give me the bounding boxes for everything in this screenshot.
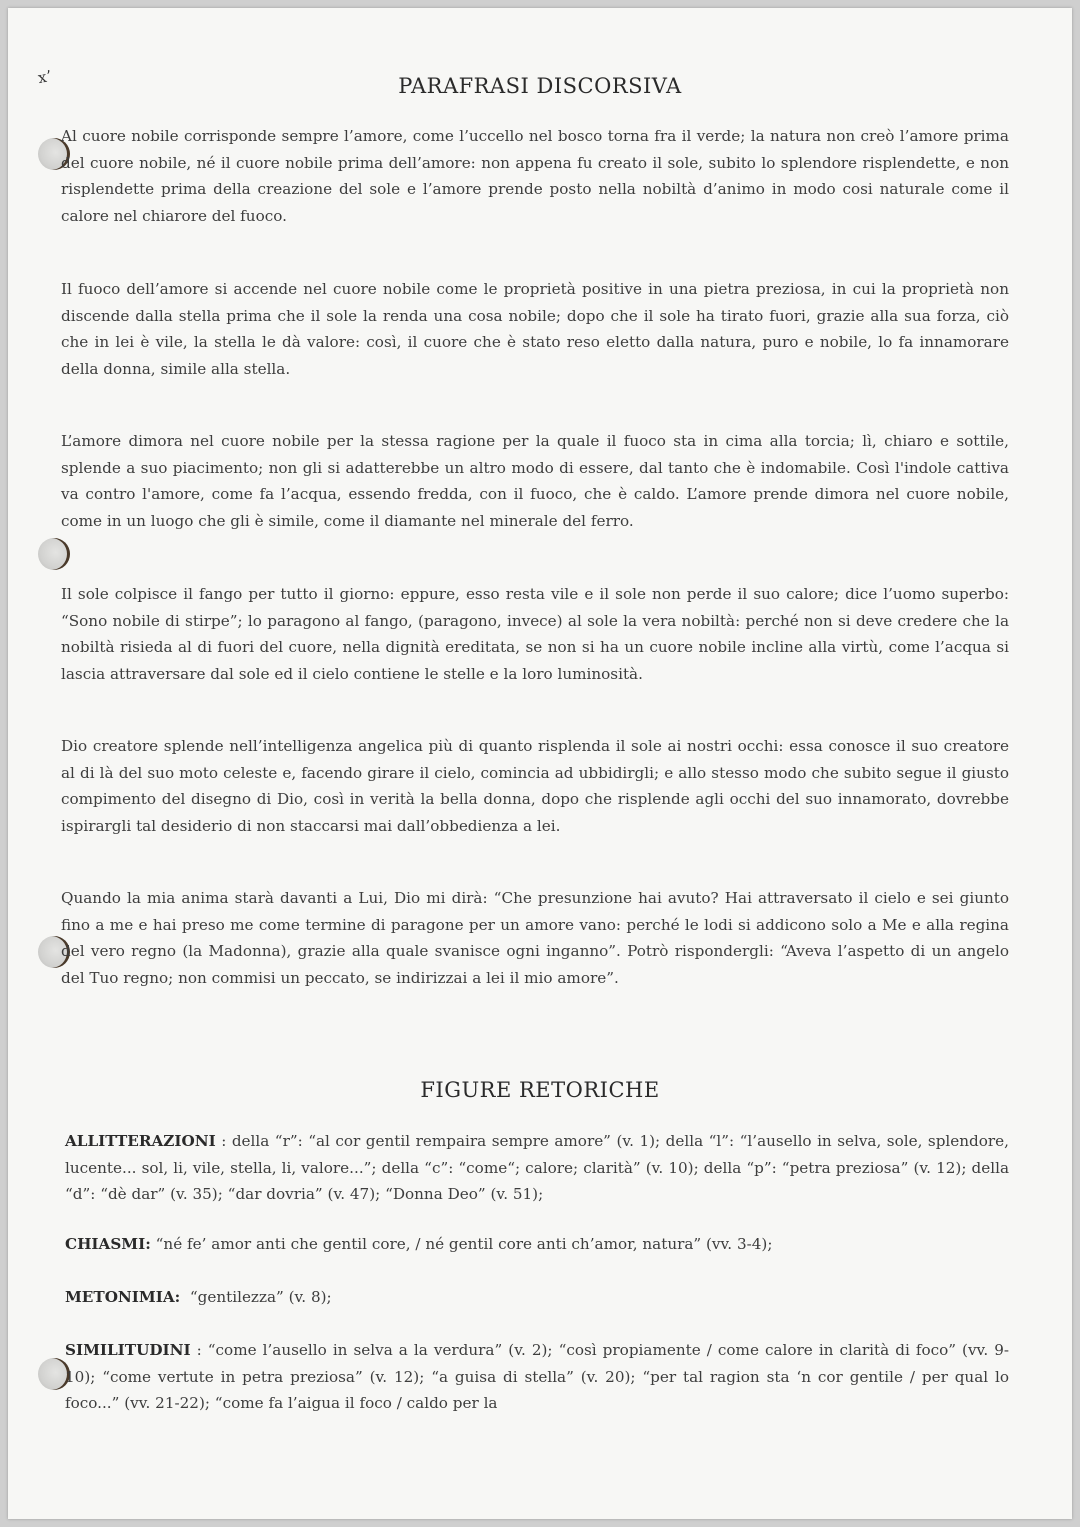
figure-entry-metonimia <box>65 1284 1009 1311</box>
figure-entry-chiasmi <box>65 1231 1009 1258</box>
figure-entry-allitterazioni <box>65 1128 1009 1208</box>
figure-entry-similitudini <box>65 1337 1009 1417</box>
figure-label: CHIASMI: <box>65 1235 151 1253</box>
paragraph: Il sole colpisce il fango per tutto il giorno: eppure, esso resta vile e il sole non perde il suo calore; dice l’uomo superbo: “Sono nobile di stirpe”; lo paragono al fango, (paragono, invece) al sole la vera nobiltà: perché non si deve credere che la nobiltà risieda al di fuori del cuore, nella dignità ereditata, se non si ha un cuore nobile incline alla virtù, come l’acqua si lascia attraversare dal sole ed il cielo contiene le stelle e la loro luminosità. <box>61 585 1009 683</box>
figure-text: “né fe’ amor anti che gentil core, / né gentil core anti ch’amor, natura” (vv. 3-4); <box>155 1235 773 1253</box>
figure-text: “gentilezza” (v. 8); <box>189 1288 332 1306</box>
margin-mark: xʼ <box>36 66 53 88</box>
figure-separator: : <box>215 1132 232 1150</box>
figure-text: “come l’ausello in selva a la verdura” (v. 2); “così propiamente / come calore in clarità di foco” (vv. 9-10); “come vertute in petra preziosa” (v. 12); “a guisa di stella” (v. 20); “per tal ragion sta ‘n cor gentile / per qual lo foco...” (vv. 21-22); “come fa l’aigua il foco / caldo per la <box>65 1341 1009 1412</box>
figure-text: della “r”: “al cor gentil rempaira sempre amore” (v. 1); della “l”: “l’ausello in selva, sole, splendore, lucente... sol, li, vile, stella, li, valore...”; della “c”: “come“; calore; clarità” (v. 10); della “p”: “petra preziosa” (v. 12); della “d”: “dè dar” (v. 35); “dar dovria” (v. 47); “Donna Deo” (v. 51); <box>65 1132 1009 1203</box>
figure-separator <box>180 1288 190 1306</box>
punch-hole <box>38 538 70 570</box>
paragraph: Dio creatore splende nell’intelligenza angelica più di quanto risplenda il sole ai nostri occhi: essa conosce il suo creatore al di là del suo moto celeste e, facendo girare il cielo, comincia ad ubbidirgli; e allo stesso modo che subito segue il giusto compimento del disegno di Dio, così in verità la bella donna, dopo che risplende agli occhi del suo innamorato, dovrebbe ispirargli tal desiderio di non staccarsi mai dall’obbedienza a lei. <box>61 737 1009 835</box>
figure-label: ALLITTERAZIONI <box>65 1132 216 1150</box>
figure-label: SIMILITUDINI <box>65 1341 191 1359</box>
paragraph: Al cuore nobile corrisponde sempre l’amore, come l’uccello nel bosco torna fra il verde; la natura non creò l’amore prima del cuore nobile, né il cuore nobile prima dell’amore: non appena fu creato il sole, subito lo splendore risplendette, e non risplendette prima della creazione del sole e l’amore prende posto nella nobiltà d’animo in modo cosi naturale come il calore nel chiarore del fuoco. <box>61 127 1009 225</box>
paragraph: Quando la mia anima starà davanti a Lui, Dio mi dirà: “Che presunzione hai avuto? Hai attraversato il cielo e sei giunto fino a me e hai preso me come termine di paragone per un amore vano: perché le lodi si addicono solo a Me e alla regina del vero regno (la Madonna), grazie alla quale svanisce ogni inganno”. Potrò rispondergli: “Aveva l’aspetto di un angelo del Tuo regno; non commisi un peccato, se indirizzai a lei il mio amore”. <box>61 889 1009 987</box>
figure-separator: : <box>190 1341 208 1359</box>
section-title-figure-retoriche: FIGURE RETORICHE <box>420 1078 660 1102</box>
section-title-parafrasi: PARAFRASI DISCORSIVA <box>398 74 682 98</box>
paragraph: L’amore dimora nel cuore nobile per la stessa ragione per la quale il fuoco sta in cima alla torcia; lì, chiaro e sottile, splende a suo piacimento; non gli si adatterebbe un altro modo di essere, dal tanto che è indomabile. Così l'indole cattiva va contro l'amore, come fa l’acqua, essendo fredda, con il fuoco, che è caldo. L’amore prende dimora nel cuore nobile, come in un luogo che gli è simile, come il diamante nel minerale del ferro. <box>61 432 1009 530</box>
paragraph: Il fuoco dell’amore si accende nel cuore nobile come le proprietà positive in una pietra preziosa, in cui la proprietà non discende dalla stella prima che il sole la renda una cosa nobile; dopo che il sole ha tirato fuori, grazie alla sua forza, ciò che in lei è vile, la stella le dà valore: così, il cuore che è stato reso eletto dalla natura, puro e nobile, lo fa innamorare della donna, simile alla stella. <box>61 280 1009 378</box>
document-page <box>8 8 1072 1519</box>
figure-label: METONIMIA: <box>65 1288 181 1306</box>
